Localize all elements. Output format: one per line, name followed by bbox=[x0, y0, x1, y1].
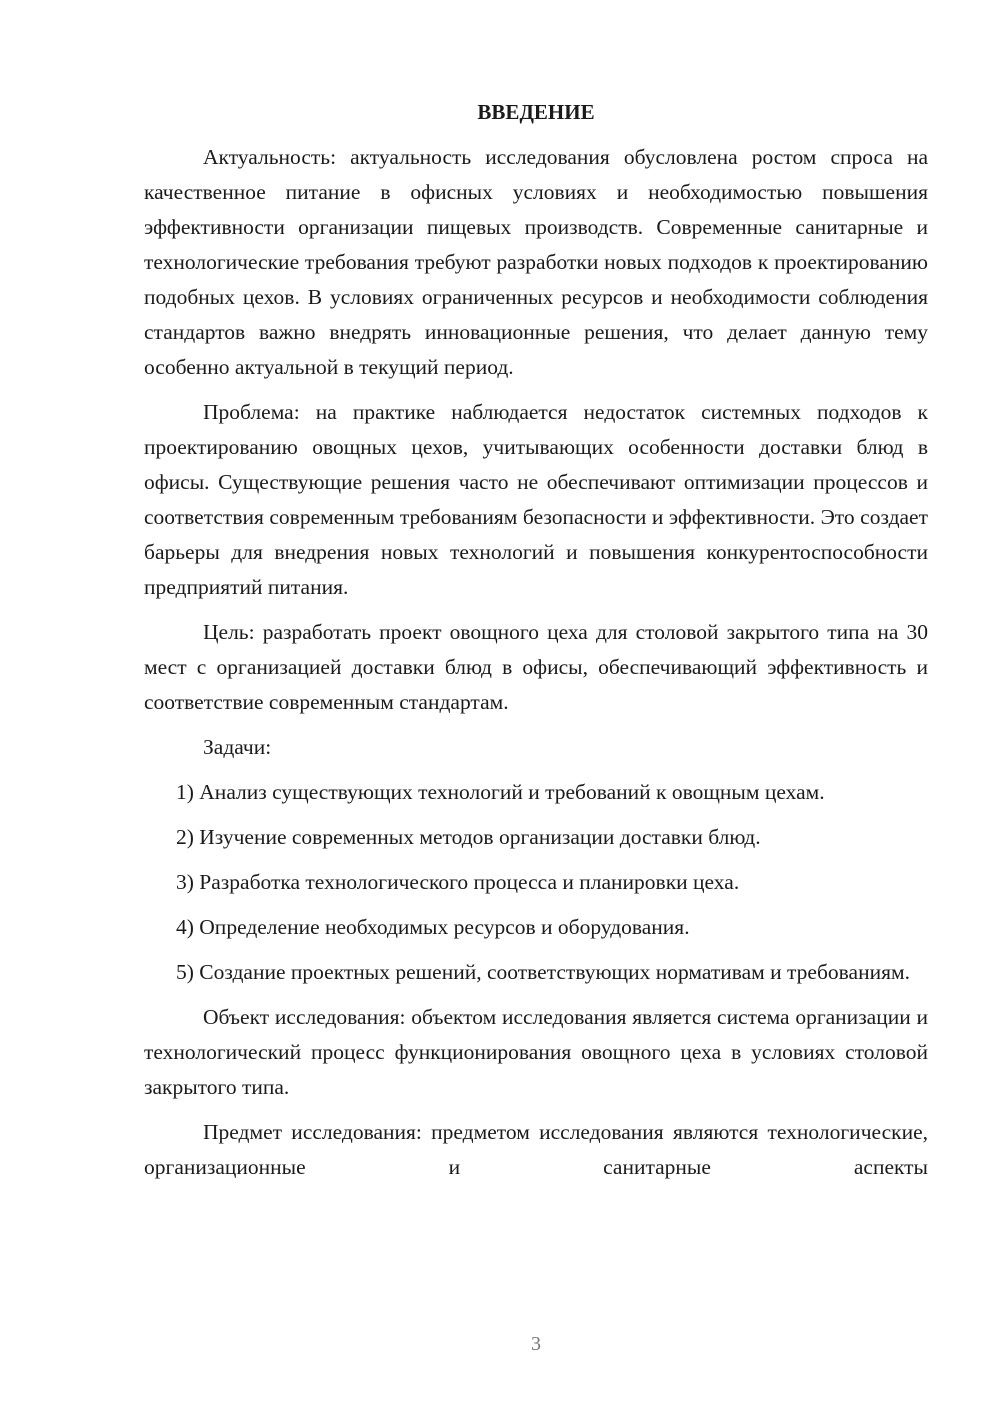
tasks-label: Задачи: bbox=[203, 735, 272, 759]
section-heading: ВВЕДЕНИЕ bbox=[477, 100, 595, 124]
paragraph-object: Объект исследования: объектом исследования является система организации и технологический процесс функционирования овощного цеха в условиях столовой закрытого типа. bbox=[144, 1005, 928, 1099]
task-item: 3) Разработка технологического процесса и планировки цеха. bbox=[176, 870, 740, 894]
task-item: 5) Создание проектных решений, соответствующих нормативам и требованиям. bbox=[176, 960, 910, 984]
task-item: 4) Определение необходимых ресурсов и оборудования. bbox=[176, 915, 690, 939]
paragraph-problem: Проблема: на практике наблюдается недостаток системных подходов к проектированию овощных цехов, учитывающих особенности доставки блюд в офисы. Существующие решения часто не обеспечивают оптимизации процессов и соответствия современным требованиям безопасности и эффективности. Это создает барьеры для внедрения новых технологий и повышения конкурентоспособности предприятий питания. bbox=[144, 400, 928, 599]
paragraph-relevance: Актуальность: актуальность исследования обусловлена ростом спроса на качественное питание в офисных условиях и необходимостью повышения эффективности организации пищевых производств. Современные санитарные и технологические требования требуют разработки новых подходов к проектированию подобных цехов. В условиях ограниченных ресурсов и необходимости соблюдения стандартов важно внедрять инновационные решения, что делает данную тему особенно актуальной в текущий период. bbox=[144, 145, 928, 379]
paragraph-goal: Цель: разработать проект овощного цеха для столовой закрытого типа на 30 мест с организацией доставки блюд в офисы, обеспечивающий эффективность и соответствие современным стандартам. bbox=[144, 620, 928, 714]
document-page bbox=[144, 95, 928, 1185]
page-number: 3 bbox=[531, 1333, 541, 1355]
task-item: 1) Анализ существующих технологий и требований к овощным цехам. bbox=[176, 780, 825, 804]
paragraph-subject: Предмет исследования: предметом исследования являются технологические, организационные и санитарные аспекты bbox=[144, 1120, 928, 1179]
task-item: 2) Изучение современных методов организации доставки блюд. bbox=[176, 825, 761, 849]
